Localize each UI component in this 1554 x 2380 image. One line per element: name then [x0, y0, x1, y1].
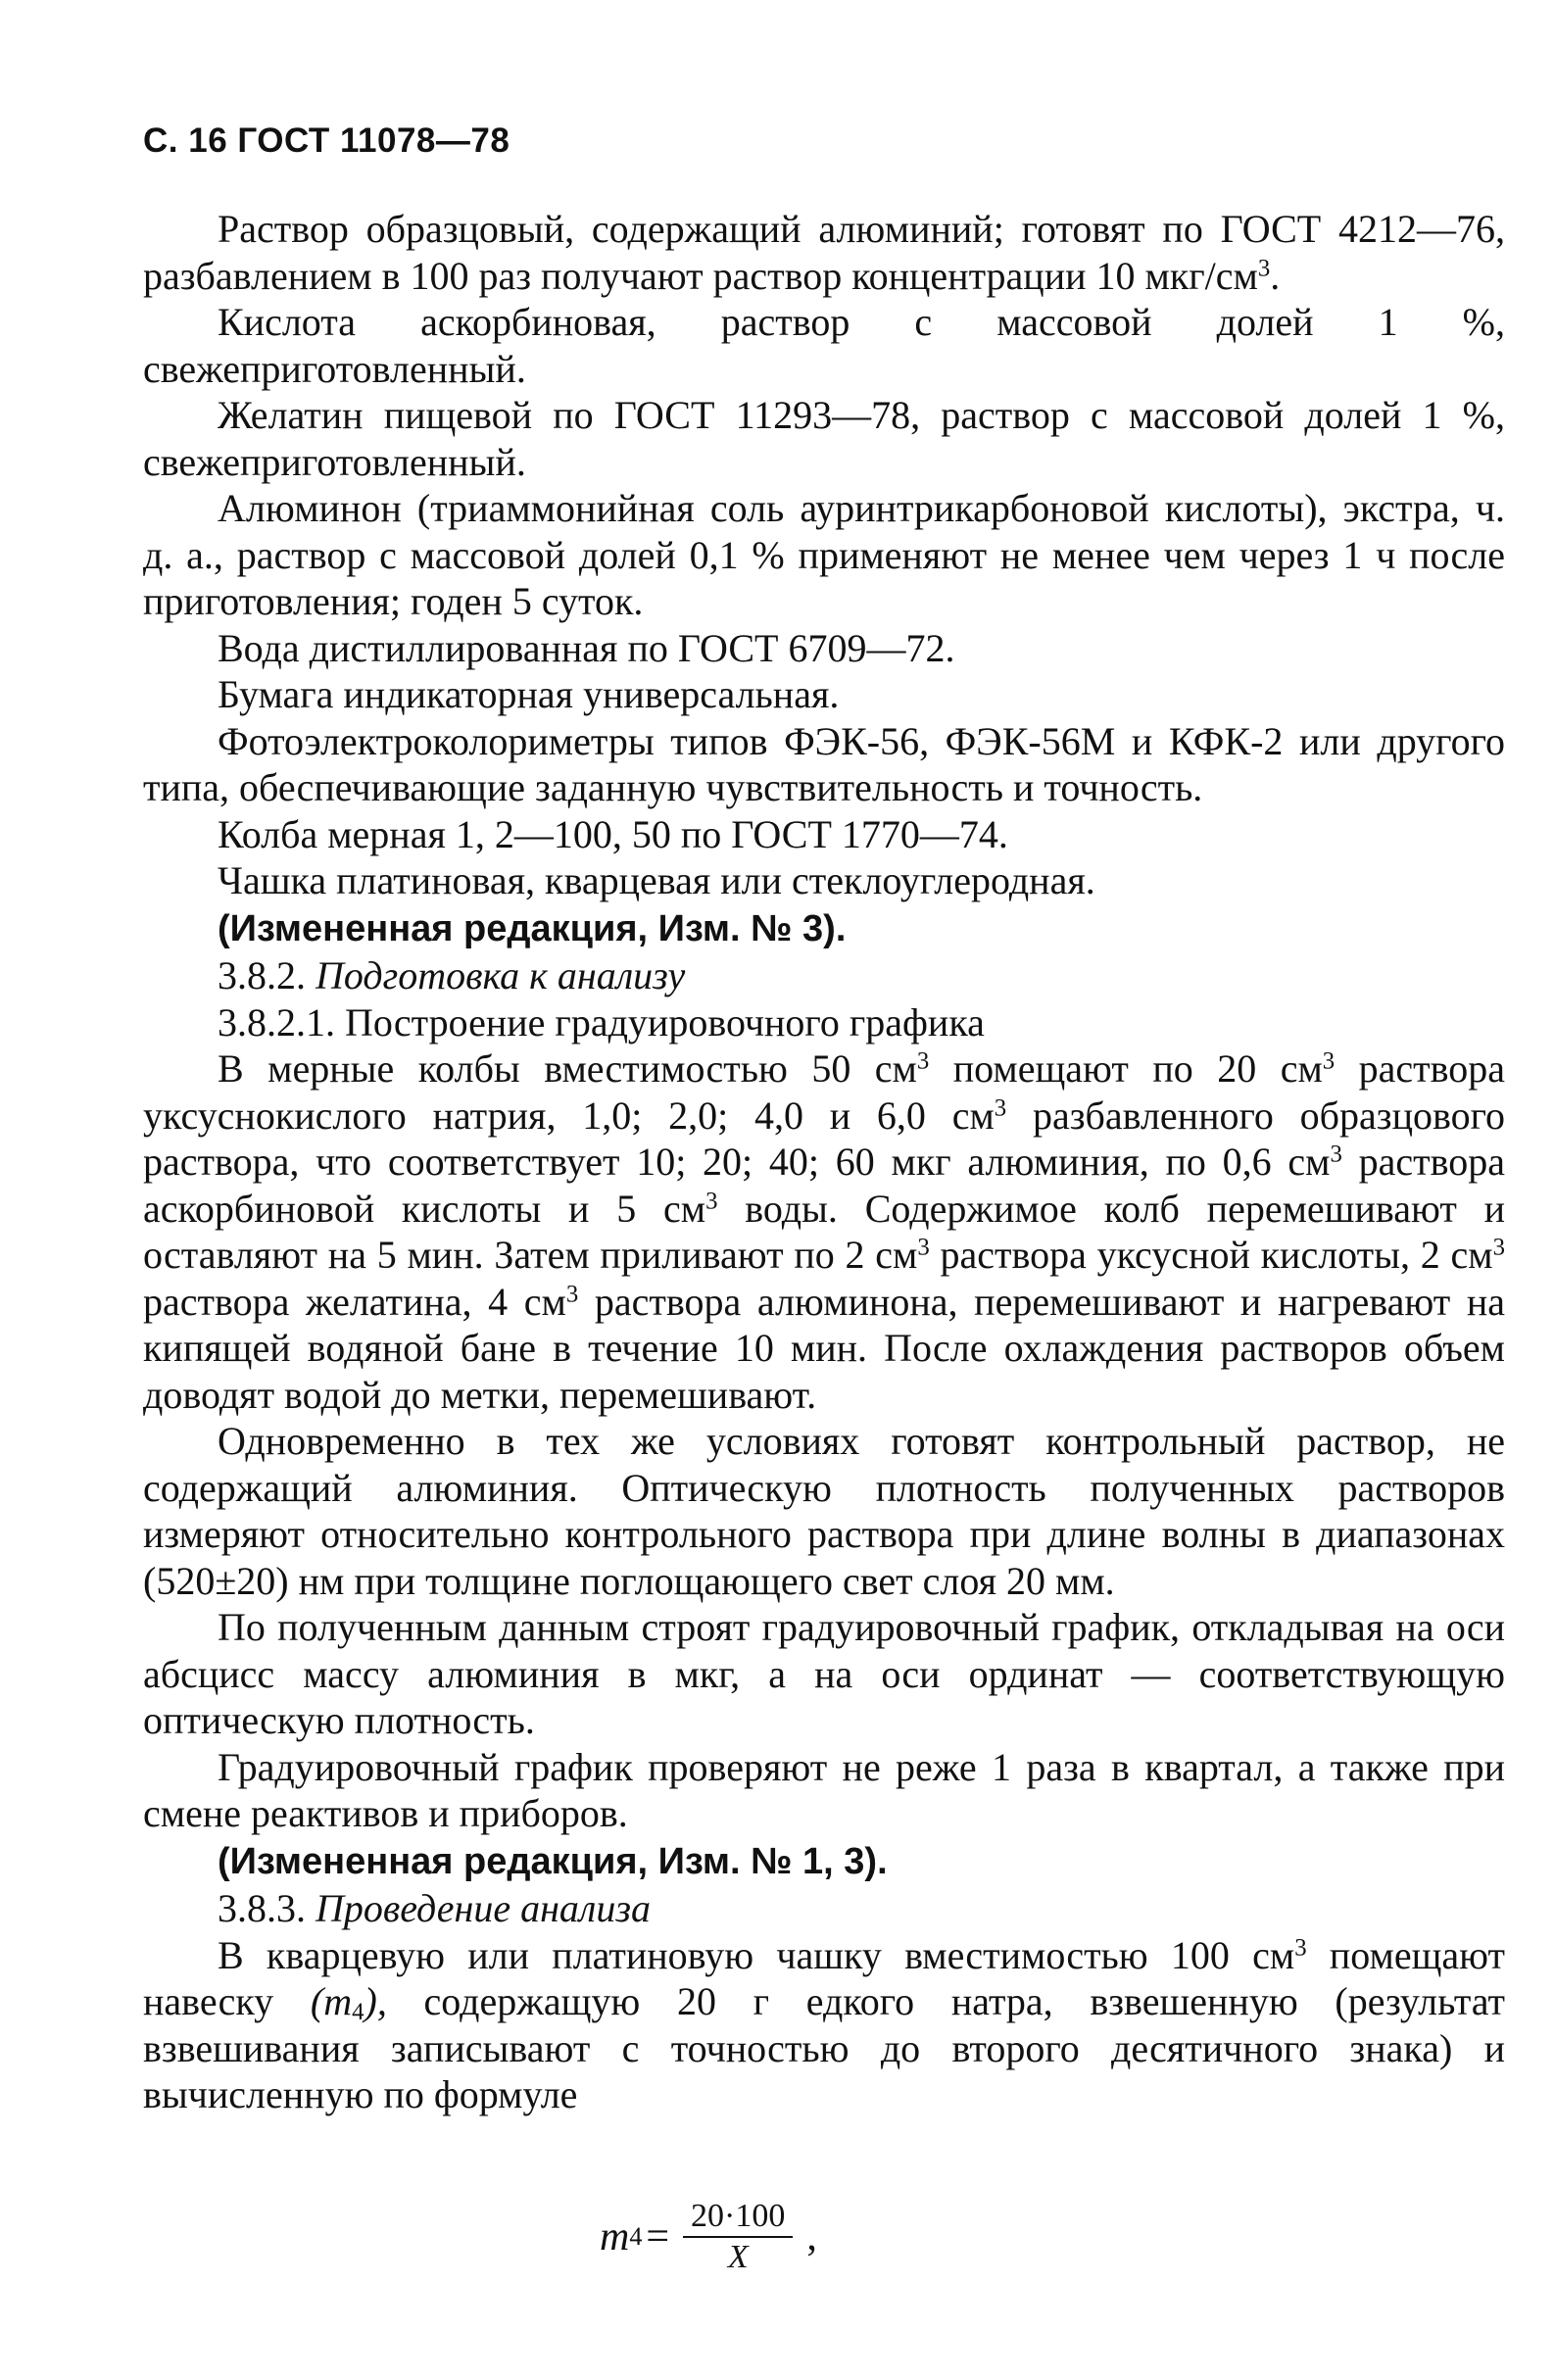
- subsection-heading: 3.8.2.1. Построение градуировочного графика: [218, 999, 985, 1044]
- formula-equals: =: [646, 2214, 670, 2259]
- paragraph-text: раствора аскорбиновой кислоты и 5 см: [143, 1140, 1505, 1231]
- variable: (m: [310, 1979, 353, 2023]
- paragraph-text: В мерные колбы вместимостью 50 см: [218, 1046, 917, 1091]
- formula-comma: ,: [806, 2214, 817, 2259]
- paragraph: [143, 1932, 1505, 2118]
- paragraph-text: помещают навеску: [143, 1932, 1505, 2023]
- superscript: 3: [1492, 1234, 1505, 1261]
- paragraph-text: разбавленного образцового раствора, что соответствует 10; 20; 40; 60 мкг алюминия, по 0,6 см: [143, 1093, 1505, 1184]
- paragraph-text: Раствор образцовый, содержащий алюминий; готовят по ГОСТ 4212—76, разбавлением в 100 раз получают раствор концентрации 10 мкг/см: [143, 207, 1505, 298]
- superscript: 3: [1294, 1933, 1307, 1961]
- paragraph: Бумага индикаторная универсальная.: [218, 672, 840, 716]
- paragraph-text: содержащую 20 г едкого натра, взвешенную (результат взвешивания записывают с точностью до второго десятичного знака) и вычисленную по формуле: [143, 1979, 1505, 2116]
- subscript: 4: [352, 1998, 364, 2025]
- superscript: 3: [1322, 1047, 1335, 1075]
- paragraph: [143, 206, 1505, 299]
- page-header: С. 16 ГОСТ 11078—78: [143, 121, 510, 160]
- superscript: 3: [917, 1234, 930, 1261]
- formula-denominator: X: [727, 2239, 749, 2275]
- section-title: Подготовка к анализу: [316, 953, 686, 997]
- paragraph-text: раствора желатина, 4 см: [143, 1279, 566, 1324]
- paragraph: Градуировочный график проверяют не реже 1 раза в квартал, а также при смене реактивов и приборов.: [143, 1744, 1505, 1835]
- superscript: 3: [565, 1280, 579, 1307]
- formula-variable: m: [600, 2214, 630, 2259]
- paragraph-text: раствора уксуснокислого натрия, 1,0; 2,0; 4,0 и 6,0 см: [143, 1046, 1506, 1138]
- amendment-note: [143, 904, 1505, 953]
- superscript: 3: [705, 1187, 718, 1214]
- superscript: 3: [916, 1047, 930, 1075]
- paragraph: Одновременно в тех же условиях готовят контрольный раствор, не содержащий алюминия. Оптическую плотность полученных растворов измеряют относительно контрольного раствора при длине волны в диапазонах (520±20) нм при толщине поглощающего свет слоя 20 мм.: [143, 1419, 1505, 1603]
- superscript: 3: [1257, 254, 1271, 281]
- paragraph: По полученным данным строят градуировочный график, откладывая на оси абсцисс массу алюминия в мкг, а на оси ординат — соответствующую оптическую плотность.: [143, 1605, 1505, 1742]
- amendment-note: [143, 1837, 1505, 1886]
- paragraph: [143, 1045, 1505, 1418]
- formula: m 4 = $\frac{20\cdot 100}{X}$ ,: [600, 2198, 817, 2275]
- section-number: 3.8.2.: [218, 953, 316, 997]
- document-body: [143, 206, 1505, 2118]
- paragraph-text: воды. Содержимое колб перемешивают и оставляют на 5 мин. Затем приливают по 2 см: [143, 1186, 1505, 1277]
- paragraph-text: раствора алюминона, перемешивают и нагревают на кипящей водяной бане в течение 10 мин. После охлаждения растворов объем доводят водой до метки, перемешивают.: [143, 1279, 1505, 1417]
- paragraph: Алюминон (триаммонийная соль ауринтрикарбоновой кислоты), экстра, ч. д. а., раствор с массовой долей 0,1 % применяют не менее чем через 1 ч после приготовления; годен 5 суток.: [143, 486, 1505, 623]
- superscript: 3: [1330, 1141, 1342, 1168]
- paragraph: Желатин пищевой по ГОСТ 11293—78, раствор с массовой долей 1 %, свежеприготовленный.: [143, 393, 1505, 484]
- section-heading: [143, 1885, 1505, 1932]
- section-number: 3.8.3.: [218, 1886, 316, 1930]
- paragraph-text: В кварцевую или платиновую чашку вместимостью 100 см: [218, 1932, 1295, 1977]
- paragraph-text: помещают по 20 см: [929, 1046, 1323, 1091]
- paragraph-text: .: [1270, 253, 1281, 298]
- paragraph-text: раствора уксусной кислоты, 2 см: [929, 1233, 1493, 1277]
- paragraph: Колба мерная 1, 2—100, 50 по ГОСТ 1770—74.: [218, 811, 1008, 856]
- formula-numerator: 20·100: [683, 2197, 793, 2238]
- section-title: Проведение анализа: [316, 1886, 651, 1930]
- formula-fraction: [683, 2197, 793, 2277]
- amendment-text: (Измененная редакция, Изм. № 1, 3).: [218, 1840, 888, 1882]
- section-heading: [143, 952, 1505, 999]
- variable: ),: [364, 1979, 387, 2023]
- paragraph: Кислота аскорбиновая, раствор с массовой долей 1 %, свежеприготовленный.: [143, 300, 1505, 391]
- superscript: 3: [994, 1093, 1007, 1121]
- paragraph: Чашка платиновая, кварцевая или стеклоуглеродная.: [218, 858, 1095, 902]
- paragraph: Фотоэлектроколориметры типов ФЭК-56, ФЭК-56М и КФК-2 или другого типа, обеспечивающие заданную чувствительность и точность.: [143, 718, 1505, 809]
- amendment-text: (Измененная редакция, Изм. № 3).: [218, 907, 847, 949]
- paragraph: Вода дистиллированная по ГОСТ 6709—72.: [218, 625, 955, 670]
